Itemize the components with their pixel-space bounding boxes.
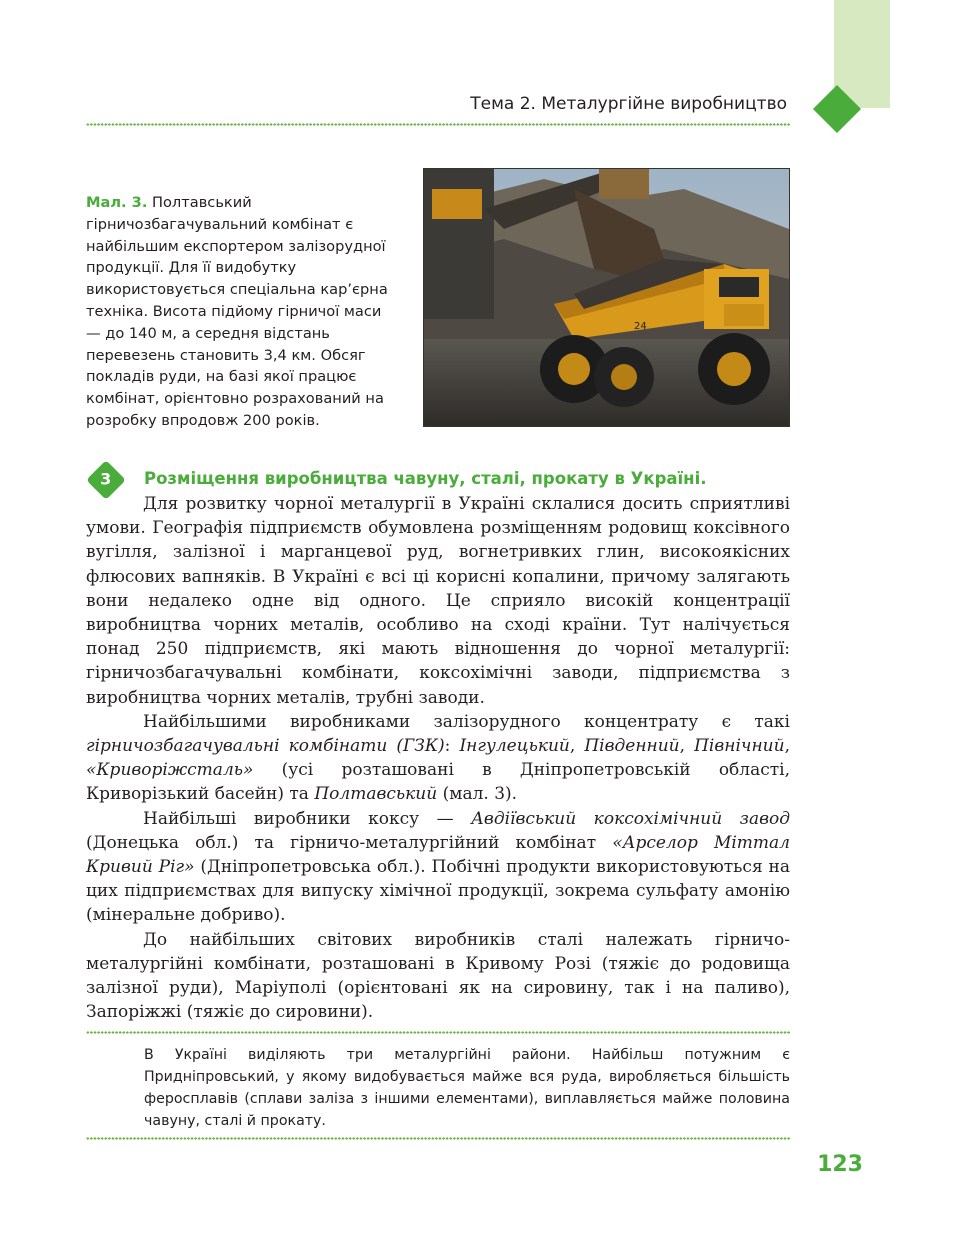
p3-text: (Донецька обл.) та гірничо-металургійний комбінат	[86, 832, 613, 853]
p2-text: (усі розташовані в Дніпропетровській області, Криворізький басейн) та	[86, 760, 790, 805]
p2-italic: Північний	[694, 736, 785, 757]
p3-italic: Авдіївський коксохімічний завод	[471, 808, 790, 829]
section-number: 3	[100, 469, 112, 489]
figure-label: Мал. 3.	[86, 194, 148, 211]
page-number: 123	[817, 1152, 863, 1177]
paragraph-3	[86, 807, 790, 928]
paragraph-4: До найбільших світових виробників сталі належать гірничо-металургійні комбінати, розташовані в Кривому Розі (тяжіє до родовища залізної руди), Маріуполі (орієнтовані як на сировину, так і на паливо), Запоріжжі (тяжіє до сировини).	[86, 929, 790, 1023]
paragraph-2	[86, 710, 790, 807]
note-box: В Україні виділяють три металургійні райони. Найбільш потужним є Придніпровський, у якому видобувається майже вся руда, виробляється більшість феросплавів (сплави заліза з іншими елементами), виплавляється майже половина чавуну, сталі й прокату.	[144, 1047, 790, 1129]
p2-italic: гірничозбагачувальні комбінати (ГЗК)	[86, 736, 445, 757]
p2-text: (мал. 3).	[437, 784, 518, 805]
p2-text: ,	[679, 736, 695, 757]
p2-italic: Інгулецький	[459, 736, 570, 757]
p2-text: Найбільшими виробниками залізорудного концентрату є такі	[143, 711, 790, 732]
p2-text: :	[444, 736, 460, 757]
figure-caption-text: Полтавський гірничозбагачувальний комбінат є найбільшим експортером залізорудної продукції. Для її видобутку використовується спеціальна кар’єрна техніка. Висота підйому гірничої маси — до 140 м, а середня відстань перевезень становить 3,4 км. Обсяг покладів руди, на базі якої працює комбінат, орієнтовно розрахований на розробку впродовж 200 років.	[86, 194, 388, 429]
paragraph-1: Для розвитку чорної металургії в Україні склалися досить сприятливі умови. Географія підприємств обумовлена розміщенням родовищ коксівного вугілля, залізної і марганцевої руд, вогнетривких глин, високоякісних флюсових вапняків. В Україні є всі ці корисні копалини, причому залягають вони недалеко одне від одного. Це сприяло високій концентрації виробництва чорних металів, особливо на сході країни. Тут налічується понад 250 підприємств, які мають відношення до чорної металургії: гірничозбагачувальні комбінати, коксохімічні заводи, підприємства з виробництва чорних металів, трубні заводи.	[86, 494, 790, 708]
truck-number: 24	[634, 321, 647, 332]
note-divider-top	[86, 1030, 790, 1035]
section-title: Розміщення виробництва чавуну, сталі, прокату в Україні.	[144, 469, 707, 488]
p2-text: ,	[569, 736, 585, 757]
figure-photo	[423, 168, 790, 427]
p2-italic: Полтавський	[314, 784, 438, 805]
running-header: Тема 2. Металургійне виробництво	[470, 94, 787, 114]
p3-text: (Дніпропетровська обл.). Побічні продукти використовуються на цих підприємствах для випуску хімічної продукції, зокрема сульфату амонію (мінеральне добриво).	[86, 857, 790, 926]
header-divider	[86, 122, 790, 127]
figure-caption	[86, 192, 391, 432]
p2-italic: Південний	[584, 736, 680, 757]
p3-italic: «Арселор Міттал Кривий Ріг»	[86, 832, 790, 878]
p2-text: ,	[784, 736, 790, 757]
p2-italic: «Криворіжсталь»	[86, 760, 254, 781]
note-divider-bottom	[86, 1136, 790, 1141]
body-text	[86, 492, 790, 1024]
p3-text: Найбільші виробники коксу —	[143, 808, 472, 829]
mining-truck-illustration	[424, 169, 789, 426]
